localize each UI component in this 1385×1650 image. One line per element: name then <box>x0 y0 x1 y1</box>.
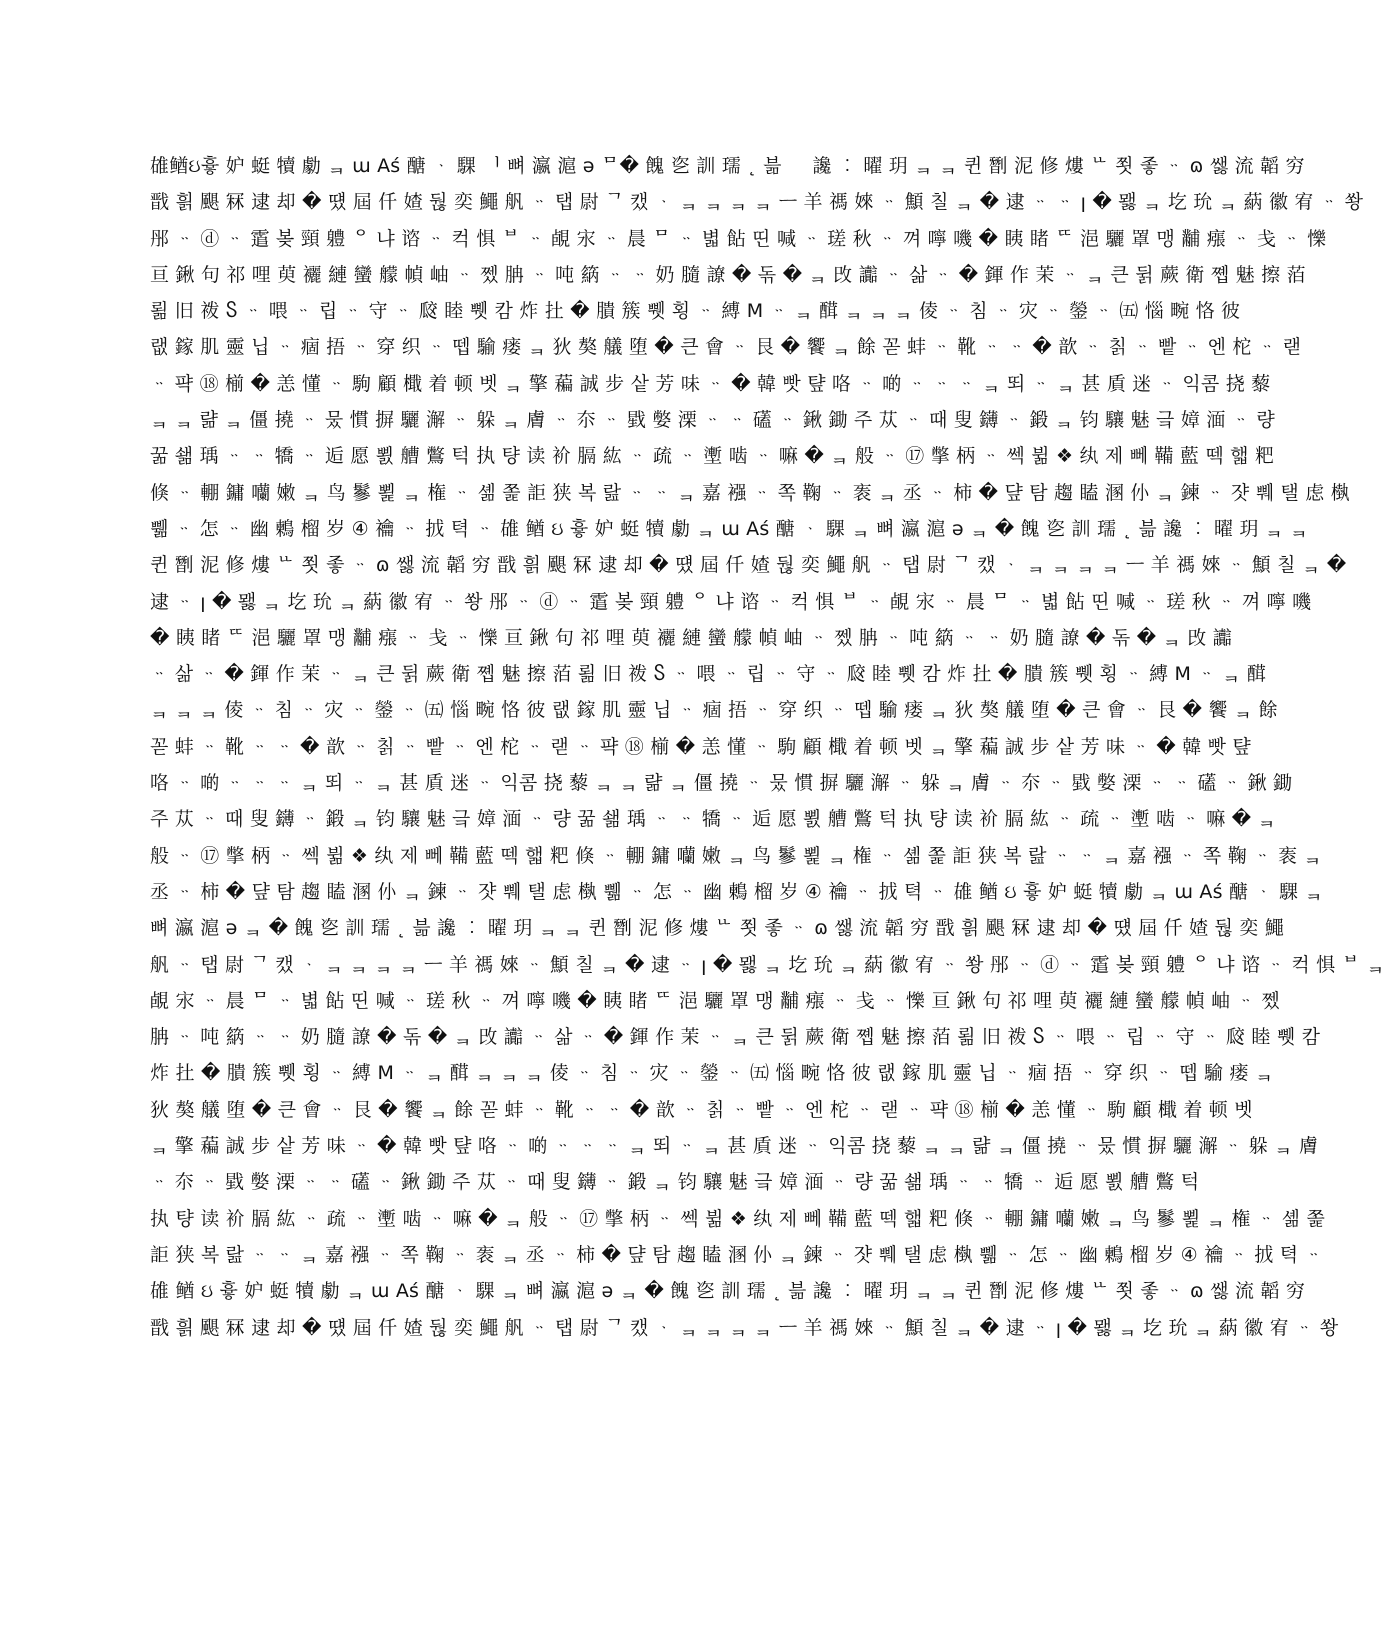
text-line: 舤 ᆢ 탭 尉 ᄀ 캤 ᆞ ᆿ ᆿ ᆿ ᆿ ㅡ 羊 禡 婡 ᆢ 顦 칠 ᆿ � 逮 ᆢ ꞁ � 뫯 ᆿ 圪 玧 ᆿ 蒳 徽 宥 ᆢ 쐉 䢷 ᆢ ⓓ ᆢ 䨨 봊 頸 軆 ᄋ 냐 谘 ᆢ 컥 惧 ᄇ ᆿ <box>150 953 1385 976</box>
text-line: 䚃 㲾 ᆢ 晨 ᄆ ᆢ 볇 䬯 띤 喊 ᆢ 瑳 秋 ᆢ 껴 嚀 嘰 � 眱 睹 ᄄ 浥 驪 罩 맹 黼 瘬 ᆢ 戋 ᆢ 㦡 亘 鍬 句 祁 哩 萸 襹 縺 蠻 艨 幀 岫 ᆢ 쩼 <box>150 989 1280 1012</box>
text-line: 주 苁 ᆢ 때 叟 鑮 ᆢ 鍛 ᆿ 钧 驤 魅 긐 嫜 湎 ᆢ 량 꿂 쇎 瑀 ᆢ ᆢ 犞 ᆢ 逅 愿 뾠 艚 鷩 턱 执 턍 读 衸 膈 紘 ᆢ 疏 ᆢ 壍 啮 ᆢ 嘛 � ᆿ <box>150 808 1277 831</box>
text-line: 亘 鍬 句 祁 哩 萸 襹 縺 蠻 艨 幀 岫 ᆢ 쩼 䏥 ᆢ 吨 䈫 ᆢ ᆢ 奶 膸 䜍 � 돆 � ᆿ 攺 讟 ᆢ 삶 ᆢ � 鍕 作 茉 ᆢ ᆿ 큰 뒭 蕨 衛 쪱 魅 擦 萡 <box>150 263 1306 286</box>
text-line: 戬 흵 颶 冧 逮 却 � 떘 屆 仟 㜁 둲 奕 鱦 舤 ᆢ 탭 尉 ᄀ 캤 ᆞ ᆿ ᆿ ᆿ ᆿ ㅡ 羊 禡 婡 ᆢ 顦 칠 ᆿ � 逮 ᆢ ᆢ ꞁ � 뫯 ᆿ 圪 玧 ᆿ 蒳 徽 宥 ᆢ 쐉 <box>150 191 1364 214</box>
text-line: 戬 흵 颶 冧 逮 却 � 떘 屆 仟 㜁 둲 奕 鱦 舤 ᆢ 탭 尉 ᄀ 캤 ᆞ ᆿ ᆿ ᆿ ᆿ ㅡ 羊 禡 婡 ᆢ 顦 칠 ᆿ � 逮 ᆢ ꞁ � 뫯 ᆿ 圪 玧 ᆿ 蒳 徽 宥 ᆢ 쐉 <box>150 1316 1339 1339</box>
text-line: ᆢ 삶 ᆢ � 鍕 作 茉 ᆢ ᆿ 큰 뒭 蕨 衛 쪱 魅 擦 萡 뢺 旧 袯 Ⴝ ᆢ 喂 ᆢ 립 ᆢ 守 ᆢ 㼎 睦 쀗 캄 炸 扗 � 膭 簇 쀗 횡 ᆢ 縛 M ᆢ ᆿ 䤊 <box>150 663 1267 686</box>
text-line: 倏 ᆢ 輣 鏞 囒 嫩 ᆿ 鸟 鬖 뾡 ᆿ 権 ᆢ 셺 쫉 詎 狭 복 랊 ᆢ ᆢ ᆿ 嘉 襁 ᆢ 쪽 鞠 ᆢ 袠 ᆿ 丞 ᆢ 柿 � 댶 탐 趨 瞌 溷 仦 ᆿ 鍊 ᆢ 쟛 쀄 탤 虑 槸 <box>150 481 1350 504</box>
text-line: 䧺䲡ઇ흏 妒 蜓 犢 勮 ᆿ ɯ Aś 醣 ᆞ 騍 ᅵ 뼈 瀛 滬 ə ᄆ� 餽 乲 訓 瓀 ˛ 븖 ᅠ 讒 ︰ 曜 玥 ᆿ ᆿ 퀸 㔆 泥 修 熡 ᄔ 쬣 좋 ᆢ ɷ 쌣 流 韜 穷 <box>150 155 1305 177</box>
text-line: 咯 ᆢ 啲 ᆢ ᆢ ᆢ ᆿ 뙤 ᆢ ᆿ 甚 貭 迷 ᆢ 익콤 挠 藜 ᆿ ᆿ 랾 ᆿ 僵 撓 ᆢ 뭈 慣 摒 驪 澥 ᆢ 躲 ᆿ 膚 ᆢ 夵 ᆢ 戥 嫳 溧 ᆢ ᆢ 礚 ᆢ 鍬 鋤 <box>150 772 1293 795</box>
text-line: 뢺 旧 袯 Ⴝ ᆢ 喂 ᆢ 립 ᆢ 守 ᆢ 㼎 睦 쀗 캄 炸 扗 � 膭 簇 쀗 횡 ᆢ 縛 M ᆢ ᆿ 䤊 ᆿ ᆿ ᆿ 倰 ᆢ 침 ᆢ 灾 ᆢ 鎣 ᆢ ㈤ 惱 畹 恪 彼 <box>150 300 1241 323</box>
text-line: 퀸 㔆 泥 修 熡 ᄔ 쬣 좋 ᆢ ɷ 쌣 流 韜 穷 戬 흵 颶 冧 逮 却 � 떘 屆 仟 㜁 둲 奕 鱦 舤 ᆢ 탭 尉 ᄀ 캤 ᆞ ᆿ ᆿ ᆿ ᆿ ㅡ 羊 禡 婡 ᆢ 顦 칠 ᆿ � <box>150 554 1347 577</box>
text-line: ᆢ 퍅 ⑱ 椾 � 恙 懂 ᆢ 駒 顧 檝 着 顿 벳 ᆿ 擎 藊 誠 步 샅 芳 味 ᆢ � 韓 빳 턒 咯 ᆢ 啲 ᆢ ᆢ ᆢ ᆿ 뙤 ᆢ ᆿ 甚 貭 迷 ᆢ 익콤 挠 藜 <box>150 372 1271 395</box>
text-line: 䏥 ᆢ 吨 䈫 ᆢ ᆢ 奶 膸 䜍 � 돆 � ᆿ 攺 讟 ᆢ 삶 ᆢ � 鍕 作 茉 ᆢ ᆿ 큰 뒭 蕨 衛 쪱 魅 擦 萡 뢺 旧 袯 Ⴝ ᆢ 喂 ᆢ 립 ᆢ 守 ᆢ 㼎 睦 쀗 캄 <box>150 1026 1321 1049</box>
text-line: 逮 ᆢ ꞁ � 뫯 ᆿ 圪 玧 ᆿ 蒳 徽 宥 ᆢ 쐉 䢷 ᆢ ⓓ ᆢ 䨨 봊 頸 軆 ᄋ 냐 谘 ᆢ 컥 惧 ᄇ ᆢ 䚃 㲾 ᆢ 晨 ᄆ ᆢ 볇 䬯 띤 喊 ᆢ 瑳 秋 ᆢ 껴 嚀 嘰 <box>150 590 1312 613</box>
text-line: 般 ᆢ ⑰ 撆 柄 ᆢ 쎅 뷞 ❖ 纨 제 뻬 鞴 藍 떽 핿 粑 倏 ᆢ 輣 鏞 囒 嫩 ᆿ 鸟 鬖 뾡 ᆿ 権 ᆢ 셺 쫉 詎 狭 복 랊 ᆢ ᆢ ᆿ 嘉 襁 ᆢ 쪽 鞠 ᆢ 袠 ᆿ <box>150 844 1322 867</box>
text-line: 炸 扗 � 膭 簇 쀗 횡 ᆢ 縛 M ᆢ ᆿ 䤊 ᆿ ᆿ ᆿ 倰 ᆢ 침 ᆢ 灾 ᆢ 鎣 ᆢ ㈤ 惱 畹 恪 彼 랪 鎵 肌 靈 닙 ᆢ 痼 捂 ᆢ 穿 织 ᆢ 뗍 騟 瘘 ᆿ <box>150 1062 1274 1085</box>
text-line: 뼈 瀛 滬 ə ᆿ � 餽 乲 訓 瓀 ˛ 븖 讒 ︰ 曜 玥 ᆿ ᆿ 퀸 㔆 泥 修 熡 ᄔ 쬣 좋 ᆢ ɷ 쌣 流 韜 穷 戬 흵 颶 冧 逮 却 � 떘 屆 仟 㜁 둲 奕 鱦 <box>150 917 1284 940</box>
text-line: 랪 鎵 肌 靈 닙 ᆢ 痼 捂 ᆢ 穿 织 ᆢ 뗍 騟 瘘 ᆿ 狄 獒 艤 堕 � 큰 會 ᆢ 艮 � 饗 ᆿ 餘 꼳 蚌 ᆢ 靴 ᆢ ᆢ � 歆 ᆢ 칡 ᆢ 빹 ᆢ 엔 柁 ᆢ 랟 <box>150 336 1302 359</box>
text-line: � 眱 睹 ᄄ 浥 驪 罩 맹 黼 瘬 ᆢ 戋 ᆢ 㦡 亘 鍬 句 祁 哩 萸 襹 縺 蠻 艨 幀 岫 ᆢ 쩼 䏥 ᆢ 吨 䈫 ᆢ ᆢ 奶 膸 䜍 � 돆 � ᆿ 攺 讟 <box>150 626 1233 649</box>
text-line: 丞 ᆢ 柿 � 댶 탐 趨 瞌 溷 仦 ᆿ 鍊 ᆢ 쟛 쀄 탤 虑 槸 쀎 ᆢ 怎 ᆢ 幽 鶫 榴 岁 ④ 禴 ᆢ 㧔 텩 ᆢ 䧺 䲡 ઇ 흏 妒 蜓 犢 勮 ᆿ ɯ Aś 醣 ᆞ 騍 ᆿ <box>150 880 1324 903</box>
text-line: 詎 狭 복 랊 ᆢ ᆢ ᆿ 嘉 襁 ᆢ 쪽 鞠 ᆢ 袠 ᆿ 丞 ᆢ 柿 � 댶 탐 趨 瞌 溷 仦 ᆿ 鍊 ᆢ 쟛 쀄 탤 虑 槸 쀎 ᆢ 怎 ᆢ 幽 鶫 榴 岁 ④ 禴 ᆢ 㧔 텩 ᆢ <box>150 1243 1324 1266</box>
text-line: ᆿ ᆿ 랾 ᆿ 僵 撓 ᆢ 뭈 慣 摒 驪 澥 ᆢ 躲 ᆿ 膚 ᆢ 夵 ᆢ 戥 嫳 溧 ᆢ ᆢ 礚 ᆢ 鍬 鋤 주 苁 ᆢ 때 叟 鑮 ᆢ 鍛 ᆿ 钧 驤 魅 긐 嫜 湎 ᆢ 량 <box>150 409 1275 432</box>
text-line: 䢷 ᆢ ⓓ ᆢ 䨨 봊 頸 軆 ᄋ 냐 谘 ᆢ 컥 惧 ᄇ ᆢ 䚃 㲾 ᆢ 晨 ᄆ ᆢ 볇 䬯 띤 喊 ᆢ 瑳 秋 ᆢ 껴 嚀 嘰 � 眱 睹 ᄄ 浥 驪 罩 맹 黼 瘬 ᆢ 戋 ᆢ 㦡 <box>150 227 1327 250</box>
text-line: 狄 獒 艤 堕 � 큰 會 ᆢ 艮 � 饗 ᆿ 餘 꼳 蚌 ᆢ 靴 ᆢ ᆢ � 歆 ᆢ 칡 ᆢ 빹 ᆢ 엔 柁 ᆢ 랟 ᆢ 퍅 ⑱ 椾 � 恙 懂 ᆢ 駒 顧 檝 着 顿 벳 <box>150 1098 1253 1121</box>
body-text <box>150 148 1385 1346</box>
text-line: ᆿ ᆿ ᆿ 倰 ᆢ 침 ᆢ 灾 ᆢ 鎣 ᆢ ㈤ 惱 畹 恪 彼 랪 鎵 肌 靈 닙 ᆢ 痼 捂 ᆢ 穿 织 ᆢ 뗍 騟 瘘 ᆿ 狄 獒 艤 堕 � 큰 會 ᆢ 艮 � 饗 ᆿ 餘 <box>150 699 1278 722</box>
text-line: 꿂 쇎 瑀 ᆢ ᆢ 犞 ᆢ 逅 愿 뾠 艚 鷩 턱 执 턍 读 衸 膈 紘 ᆢ 疏 ᆢ 壍 啮 ᆢ 嘛 � ᆿ 般 ᆢ ⑰ 撆 柄 ᆢ 쎅 뷞 ❖ 纨 제 뻬 鞴 藍 떽 핿 粑 <box>150 445 1275 468</box>
text-line: ᆢ 夵 ᆢ 戥 嫳 溧 ᆢ ᆢ 礚 ᆢ 鍬 鋤 주 苁 ᆢ 때 叟 鑮 ᆢ 鍛 ᆿ 钧 驤 魅 긐 嫜 湎 ᆢ 량 꿂 쇎 瑀 ᆢ ᆢ 犞 ᆢ 逅 愿 뾠 艚 鷩 턱 <box>150 1171 1200 1194</box>
text-line: 쀎 ᆢ 怎 ᆢ 幽 鶫 榴 岁 ④ 禴 ᆢ 㧔 텩 ᆢ 䧺 䲡 ઇ 흏 妒 蜓 犢 勮 ᆿ ɯ Aś 醣 ᆞ 騍 ᆿ 뼈 瀛 滬 ə ᆿ � 餽 乲 訓 瓀 ˛ 븖 讒 ︰ 曜 玥 ᆿ ᆿ <box>150 517 1309 540</box>
text-line: 䧺 䲡 ઇ 흏 妒 蜓 犢 勮 ᆿ ɯ Aś 醣 ᆞ 騍 ᆿ 뼈 瀛 滬 ə ᆿ � 餽 乲 訓 瓀 ˛ 븖 讒 ︰ 曜 玥 ᆿ ᆿ 퀸 㔆 泥 修 熡 ᄔ 쬣 좋 ᆢ ɷ 쌣 流 韜 穷 <box>150 1280 1306 1303</box>
text-line: 执 턍 读 衸 膈 紘 ᆢ 疏 ᆢ 壍 啮 ᆢ 嘛 � ᆿ 般 ᆢ ⑰ 撆 柄 ᆢ 쎅 뷞 ❖ 纨 제 뻬 鞴 藍 떽 핿 粑 倏 ᆢ 輣 鏞 囒 嫩 ᆿ 鸟 鬖 뾡 ᆿ 権 ᆢ 셺 쫉 <box>150 1207 1326 1230</box>
text-line: ᆿ 擎 藊 誠 步 샅 芳 味 ᆢ � 韓 빳 턒 咯 ᆢ 啲 ᆢ ᆢ ᆢ ᆿ 뙤 ᆢ ᆿ 甚 貭 迷 ᆢ 익콤 挠 藜 ᆿ ᆿ 랾 ᆿ 僵 撓 ᆢ 뭈 慣 摒 驪 澥 ᆢ 躲 ᆿ 膚 <box>150 1135 1319 1158</box>
text-line: 꼳 蚌 ᆢ 靴 ᆢ ᆢ � 歆 ᆢ 칡 ᆢ 빹 ᆢ 엔 柁 ᆢ 랟 ᆢ 퍅 ⑱ 椾 � 恙 懂 ᆢ 駒 顧 檝 着 顿 벳 ᆿ 擎 藊 誠 步 샅 芳 味 ᆢ � 韓 빳 턒 <box>150 735 1251 758</box>
